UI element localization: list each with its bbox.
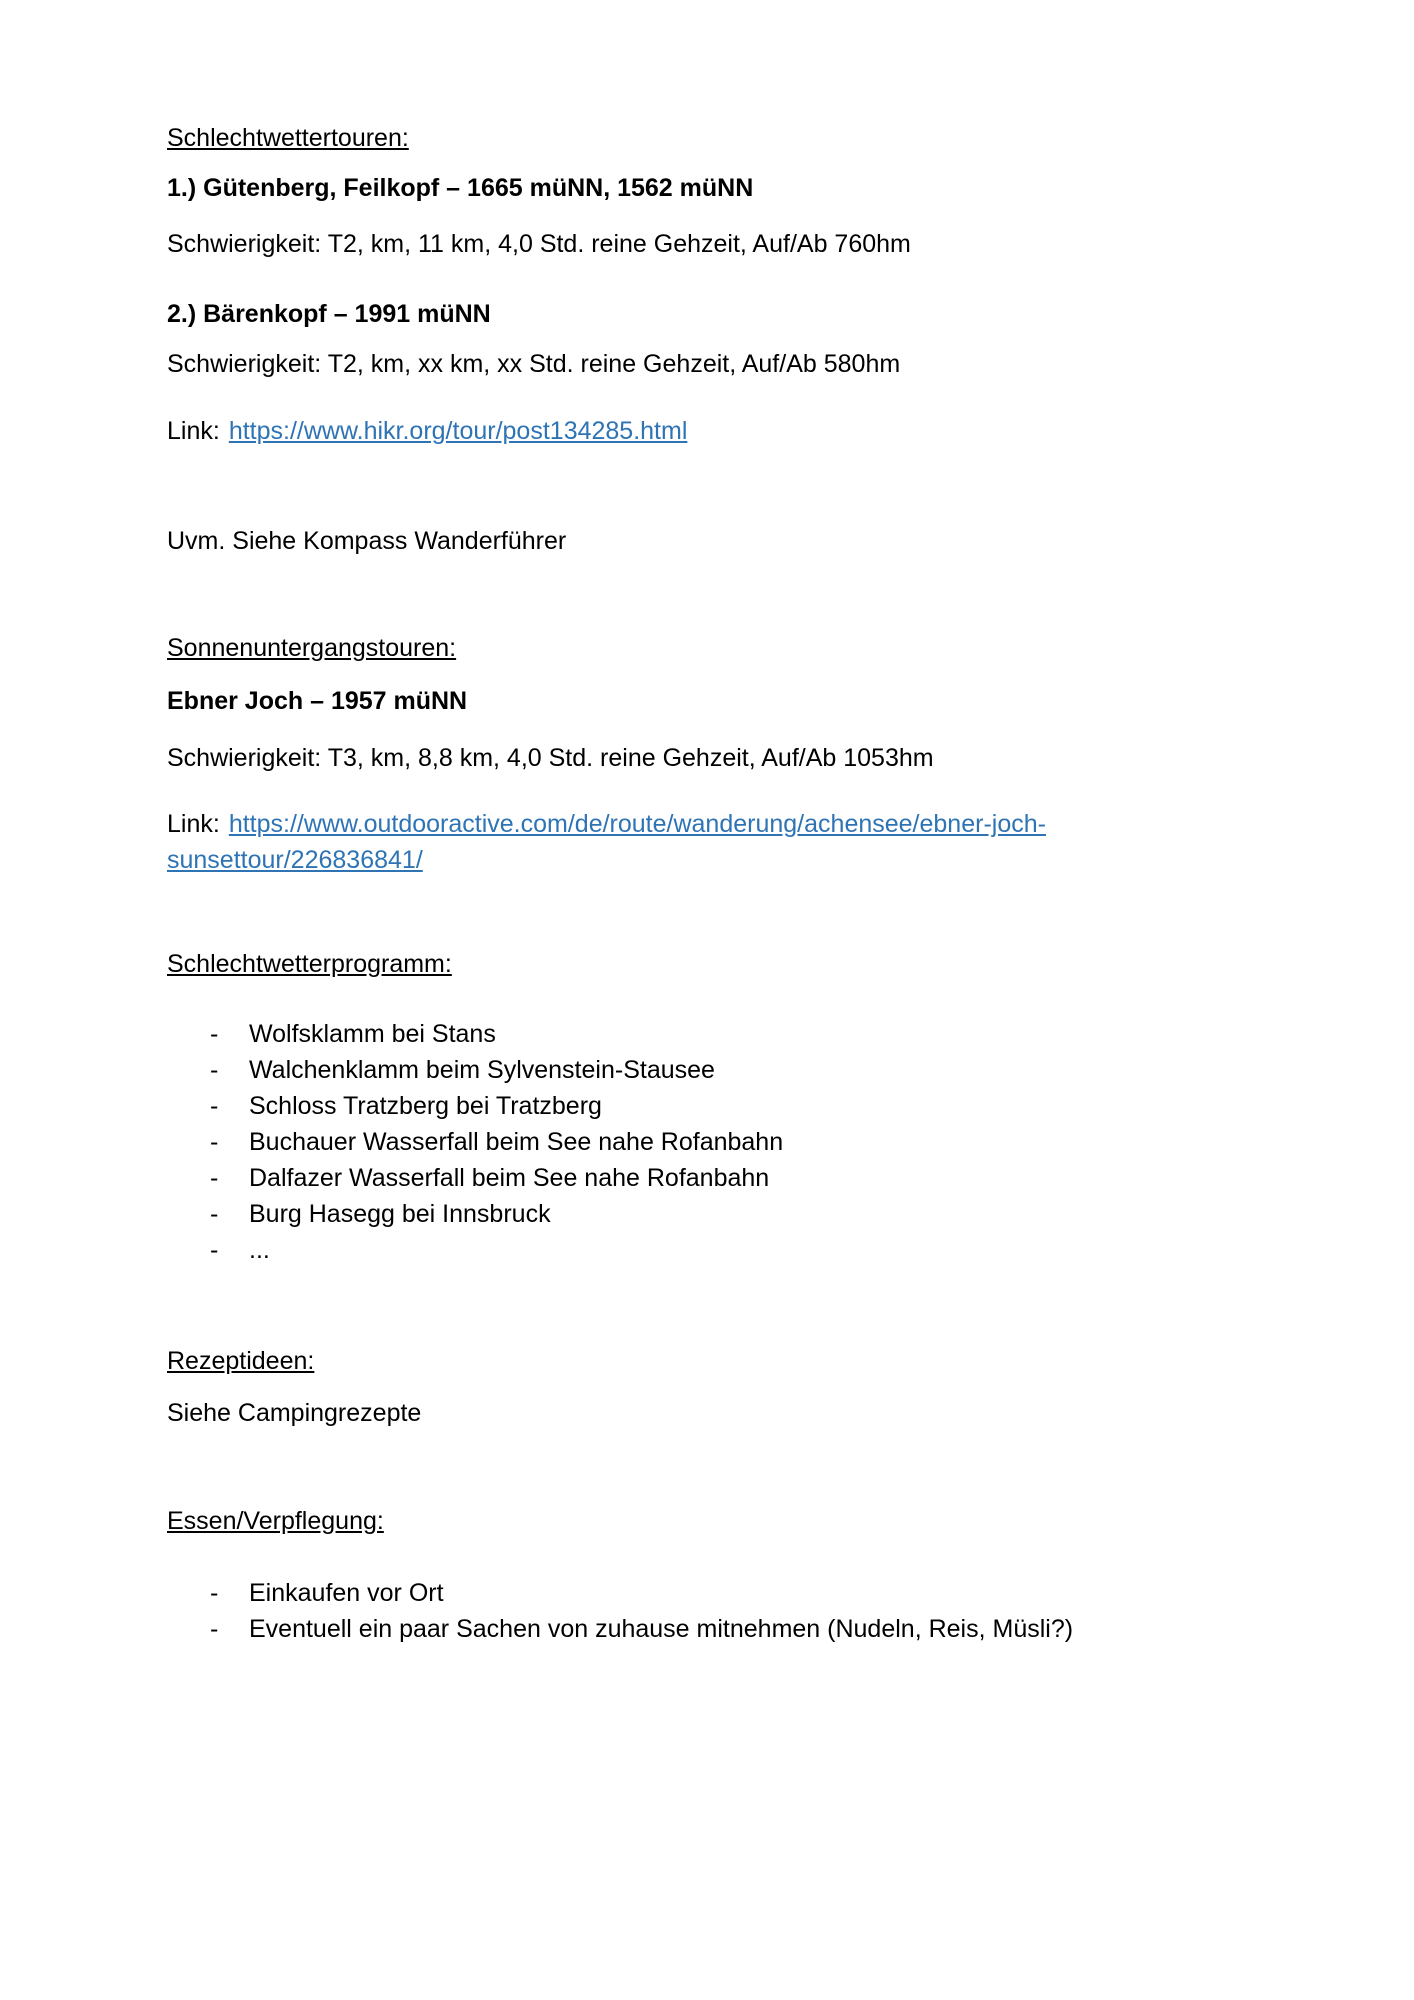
outdooractive-link[interactable] xyxy=(167,810,1247,878)
link-label: Link: xyxy=(167,810,220,838)
heading-essen-verpflegung: Essen/Verpflegung: xyxy=(167,1507,384,1535)
list-item: - Wolfsklamm bei Stans xyxy=(167,1016,1247,1052)
dash-bullet: - xyxy=(210,1236,219,1264)
dash-bullet: - xyxy=(210,1128,219,1156)
list-item: - Burg Hasegg bei Innsbruck xyxy=(167,1196,1247,1232)
tour2-difficulty: Schwierigkeit: T2, km, xx km, xx Std. reine Gehzeit, Auf/Ab 580hm xyxy=(167,350,901,378)
dash-bullet: - xyxy=(210,1020,219,1048)
dash-bullet: - xyxy=(210,1056,219,1084)
schlechtwetterprogramm-list xyxy=(167,1016,1247,1268)
dash-bullet: - xyxy=(210,1615,219,1643)
list-item: - Eventuell ein paar Sachen von zuhause mitnehmen (Nudeln, Reis, Müsli?) xyxy=(167,1611,1247,1647)
tour1-difficulty: Schwierigkeit: T2, km, 11 km, 4,0 Std. reine Gehzeit, Auf/Ab 760hm xyxy=(167,230,911,258)
ebner-joch-difficulty: Schwierigkeit: T3, km, 8,8 km, 4,0 Std. reine Gehzeit, Auf/Ab 1053hm xyxy=(167,744,934,772)
ebner-joch-link-row xyxy=(167,806,1247,878)
dash-bullet: - xyxy=(210,1092,219,1120)
list-item: - Schloss Tratzberg bei Tratzberg xyxy=(167,1088,1247,1124)
tour1-title: 1.) Gütenberg, Feilkopf – 1665 müNN, 1562 müNN xyxy=(167,174,754,202)
tour2-title: 2.) Bärenkopf – 1991 müNN xyxy=(167,300,491,328)
tour2-link-row xyxy=(167,413,1247,449)
kompass-note: Uvm. Siehe Kompass Wanderführer xyxy=(167,527,567,555)
list-item: - Einkaufen vor Ort xyxy=(167,1575,1247,1611)
document-content xyxy=(167,120,1247,1647)
list-item: - Buchauer Wasserfall beim See nahe Rofanbahn xyxy=(167,1124,1247,1160)
ebner-joch-title: Ebner Joch – 1957 müNN xyxy=(167,687,468,715)
heading-sonnenuntergangstouren: Sonnenuntergangstouren: xyxy=(167,634,457,662)
heading-schlechtwetterprogramm: Schlechtwetterprogramm: xyxy=(167,950,452,978)
heading-rezeptideen: Rezeptideen: xyxy=(167,1347,315,1375)
dash-bullet: - xyxy=(210,1164,219,1192)
rezeptideen-note: Siehe Campingrezepte xyxy=(167,1399,422,1427)
list-item: - Walchenklamm beim Sylvenstein-Stausee xyxy=(167,1052,1247,1088)
list-item: - Dalfazer Wasserfall beim See nahe Rofanbahn xyxy=(167,1160,1247,1196)
essen-verpflegung-list xyxy=(167,1575,1247,1647)
list-item: - ... xyxy=(167,1232,1247,1268)
outdooractive-link-line1: https://www.outdooractive.com/de/route/wanderung/achensee/ebner-joch- xyxy=(228,810,1046,838)
link-label: Link: xyxy=(167,417,220,445)
hikr-link[interactable]: https://www.hikr.org/tour/post134285.html xyxy=(228,417,688,445)
dash-bullet: - xyxy=(210,1200,219,1228)
dash-bullet: - xyxy=(210,1579,219,1607)
outdooractive-link-line2: sunsettour/226836841/ xyxy=(167,846,423,874)
heading-schlechtwettertouren: Schlechtwettertouren: xyxy=(167,124,409,152)
